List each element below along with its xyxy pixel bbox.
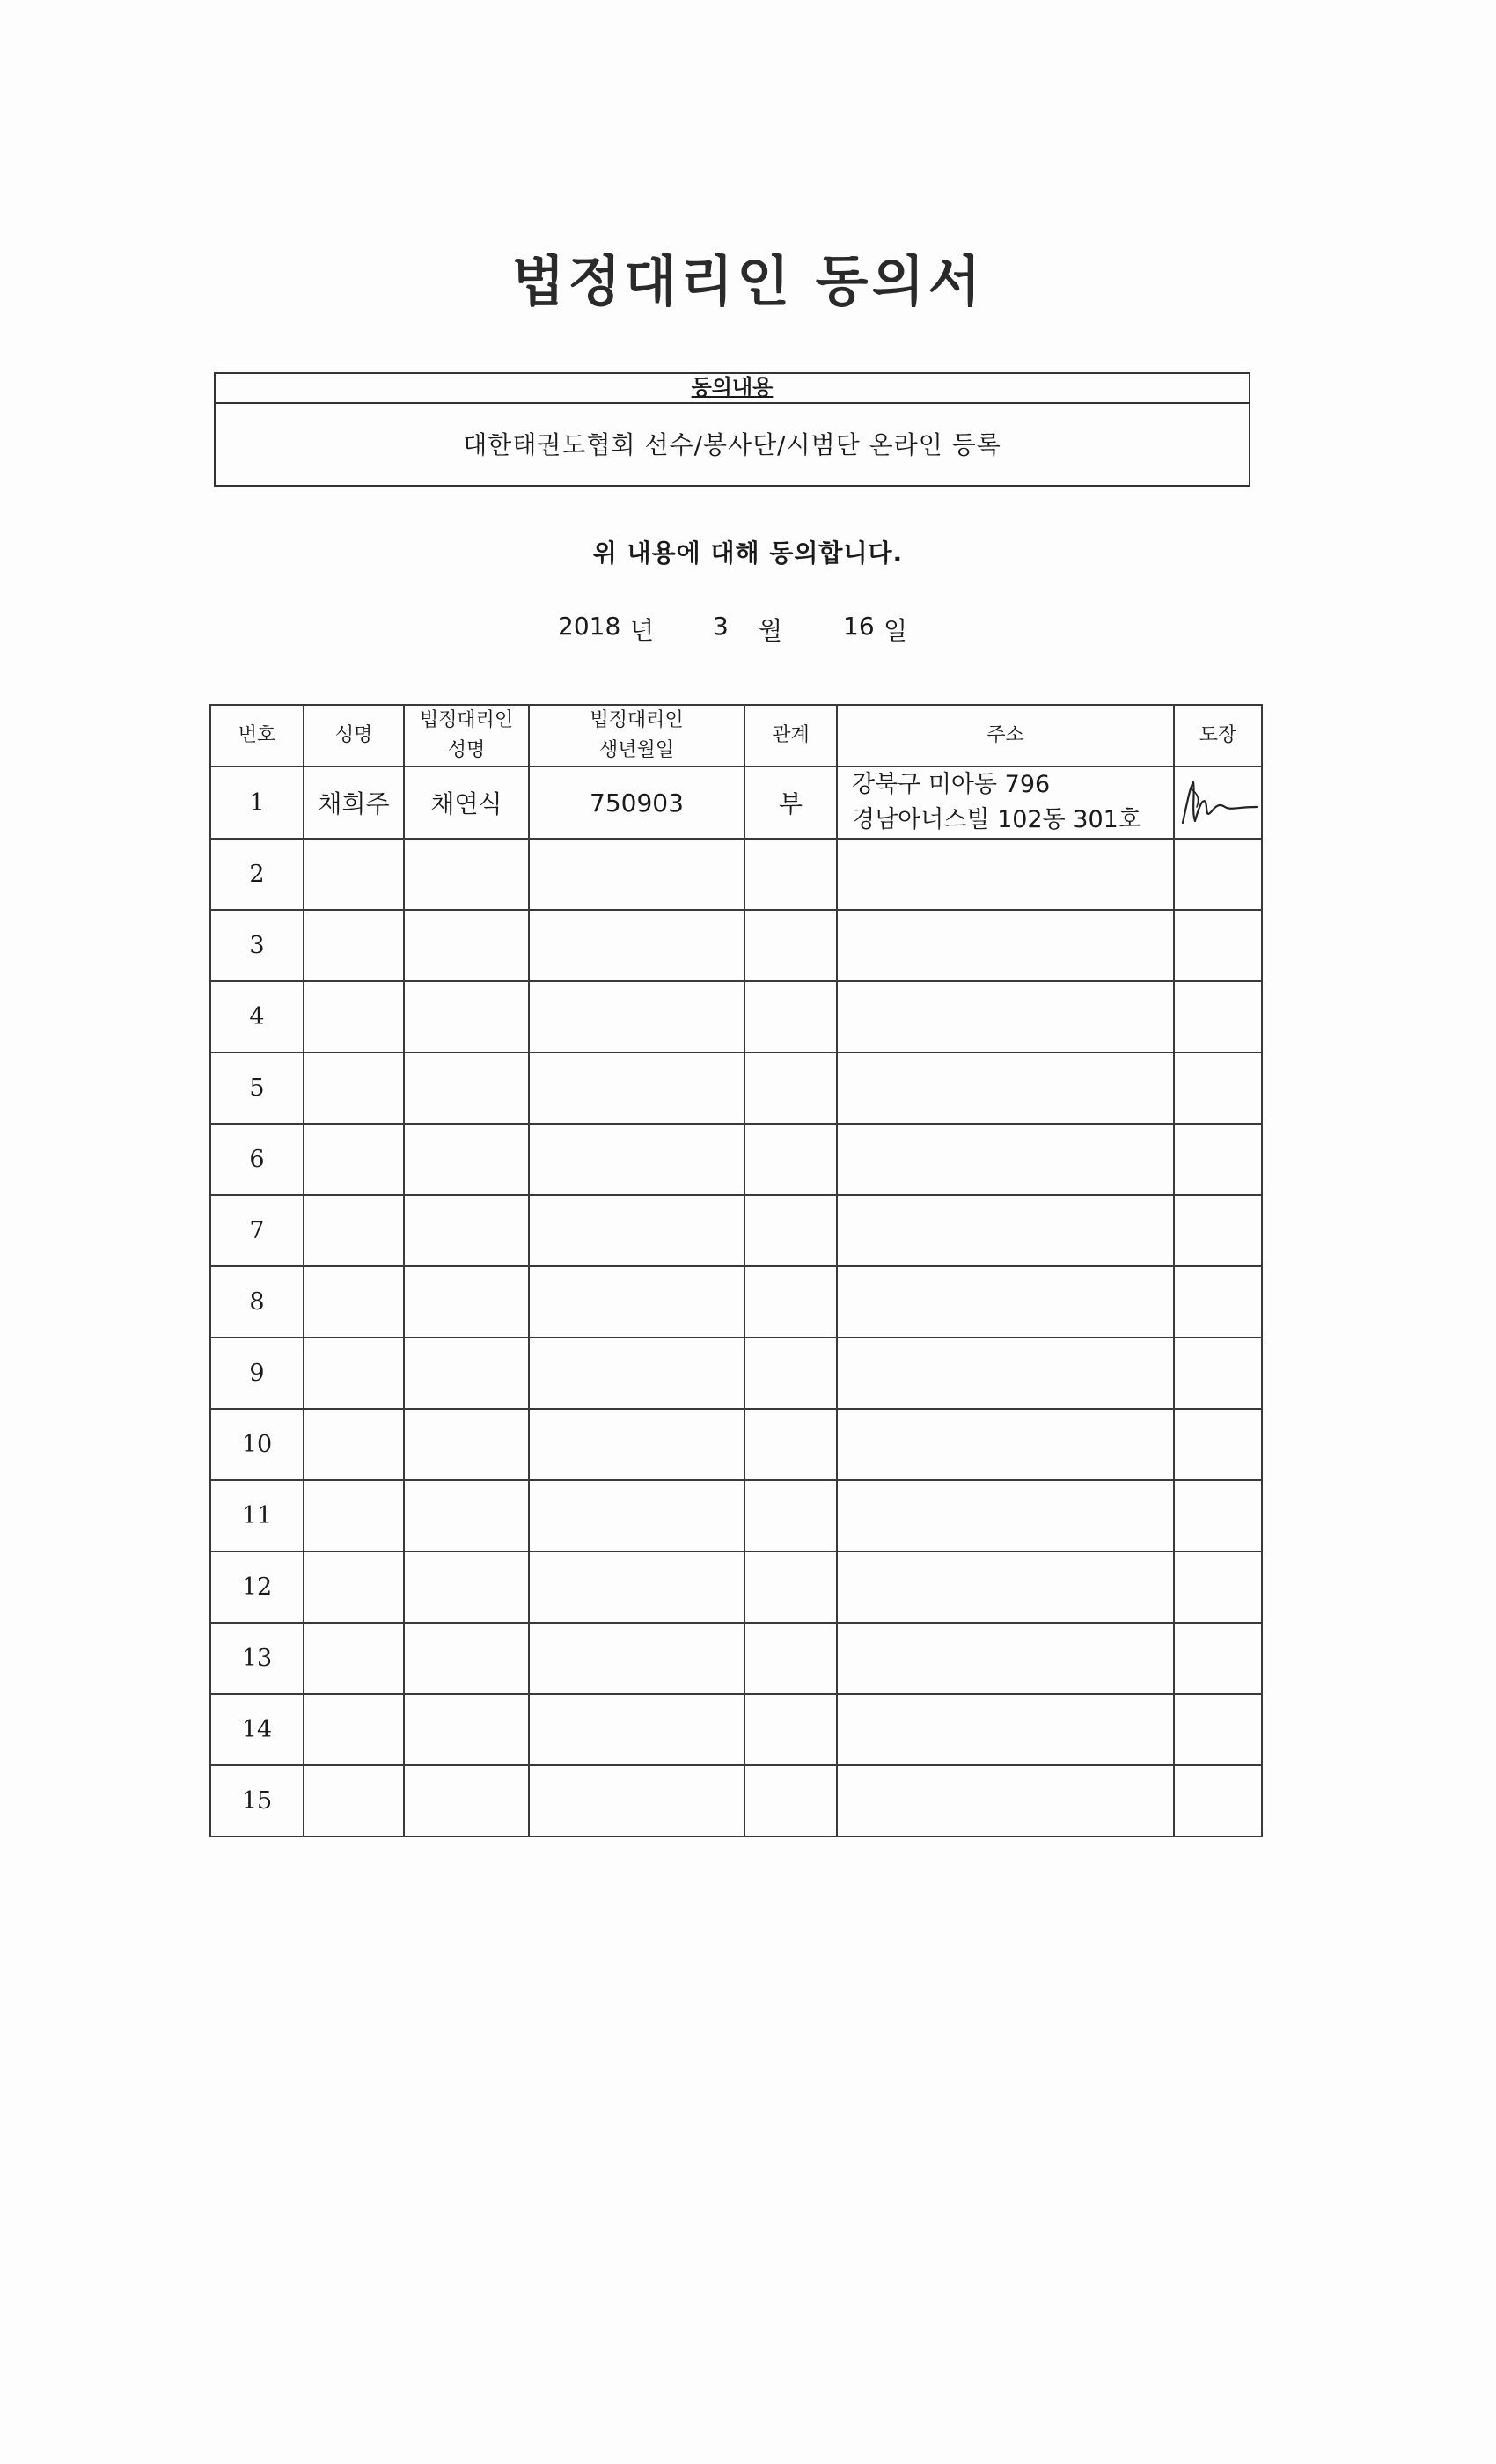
date-year: 2018 (558, 612, 621, 641)
row-guardian-birth[interactable] (529, 1124, 744, 1195)
date-month: 3 (713, 612, 729, 641)
row-name[interactable] (304, 1409, 404, 1480)
row-stamp[interactable] (1174, 1480, 1262, 1551)
row-address (837, 766, 1174, 839)
row-number: 13 (210, 1623, 304, 1694)
header-guardian-name (404, 705, 529, 766)
row-guardian-birth[interactable] (529, 910, 744, 981)
row-name[interactable] (304, 981, 404, 1052)
row-relation[interactable] (744, 981, 837, 1052)
row-number: 4 (210, 981, 304, 1052)
row-name[interactable] (304, 910, 404, 981)
row-number: 12 (210, 1551, 304, 1623)
row-address[interactable] (837, 981, 1174, 1052)
agreement-statement: 위 내용에 대해 동의합니다. (592, 539, 904, 568)
header-guardian-birth-line2: 생년월일 (598, 739, 674, 761)
row-number: 8 (210, 1266, 304, 1338)
table-row (210, 1623, 1262, 1694)
row-guardian-name[interactable] (404, 1052, 529, 1124)
row-stamp[interactable] (1174, 1409, 1262, 1480)
table-row (210, 1338, 1262, 1409)
row-stamp[interactable] (1174, 1765, 1262, 1837)
row-stamp[interactable] (1174, 1694, 1262, 1765)
row-relation[interactable] (744, 1409, 837, 1480)
header-guardian-name-line1: 법정대리인 (419, 709, 514, 731)
table-row (210, 1765, 1262, 1837)
row-stamp (1174, 766, 1262, 839)
row-stamp[interactable] (1174, 1052, 1262, 1124)
row-relation[interactable] (744, 1338, 837, 1409)
header-address: 주소 (837, 705, 1174, 766)
row-name[interactable] (304, 839, 404, 910)
table-row (210, 766, 1262, 839)
row-guardian-name[interactable] (404, 1338, 529, 1409)
row-relation[interactable] (744, 1124, 837, 1195)
row-relation[interactable] (744, 1052, 837, 1124)
row-address[interactable] (837, 1694, 1174, 1765)
row-stamp[interactable] (1174, 839, 1262, 910)
row-guardian-birth[interactable] (529, 1480, 744, 1551)
row-guardian-birth[interactable] (529, 981, 744, 1052)
row-stamp[interactable] (1174, 1266, 1262, 1338)
row-number: 11 (210, 1480, 304, 1551)
row-address[interactable] (837, 1480, 1174, 1551)
date-month-unit: 월 (759, 616, 783, 645)
row-guardian-name[interactable] (404, 1623, 529, 1694)
table-row (210, 1052, 1262, 1124)
table-row (210, 981, 1262, 1052)
table-row (210, 910, 1262, 981)
row-name[interactable] (304, 1338, 404, 1409)
header-relation: 관계 (744, 705, 837, 766)
row-address[interactable] (837, 1052, 1174, 1124)
header-guardian-name-line2: 성명 (447, 739, 486, 761)
row-guardian-birth[interactable] (529, 1694, 744, 1765)
row-guardian-name[interactable] (404, 1124, 529, 1195)
row-stamp[interactable] (1174, 1124, 1262, 1195)
row-number: 3 (210, 910, 304, 981)
table-row (210, 1480, 1262, 1551)
header-guardian-birth-line1: 법정대리인 (590, 709, 684, 731)
row-address[interactable] (837, 910, 1174, 981)
row-guardian-name: 채연식 (404, 766, 529, 839)
row-relation[interactable] (744, 1551, 837, 1623)
table-row (210, 839, 1262, 910)
table-row (210, 1266, 1262, 1338)
consent-content-header-label: 동의내용 (691, 375, 774, 400)
row-relation[interactable] (744, 1266, 837, 1338)
row-stamp[interactable] (1174, 981, 1262, 1052)
row-name[interactable] (304, 1480, 404, 1551)
row-guardian-name[interactable] (404, 1409, 529, 1480)
row-name[interactable] (304, 1765, 404, 1837)
row-name[interactable] (304, 1266, 404, 1338)
row-guardian-birth[interactable] (529, 1338, 744, 1409)
row-address[interactable] (837, 1623, 1174, 1694)
row-relation: 부 (744, 766, 837, 839)
signing-date (0, 612, 1496, 647)
row-address-line2: 경남아너스빌 102동 301호 (852, 806, 1141, 833)
row-name[interactable] (304, 1551, 404, 1623)
row-address[interactable] (837, 1338, 1174, 1409)
document-title: 법정대리인 동의서 (511, 249, 985, 313)
row-number: 6 (210, 1124, 304, 1195)
row-guardian-birth[interactable] (529, 1266, 744, 1338)
row-stamp[interactable] (1174, 1623, 1262, 1694)
row-stamp[interactable] (1174, 1338, 1262, 1409)
row-number: 2 (210, 839, 304, 910)
row-relation[interactable] (744, 1480, 837, 1551)
consent-content-header (216, 374, 1249, 404)
row-guardian-birth: 750903 (529, 766, 744, 839)
row-guardian-birth[interactable] (529, 1409, 744, 1480)
row-relation[interactable] (744, 910, 837, 981)
date-day: 16 (843, 612, 875, 641)
consent-content-body: 대한태권도협회 선수/봉사단/시범단 온라인 등록 (463, 430, 1001, 459)
table-row (210, 1409, 1262, 1480)
row-guardian-name[interactable] (404, 839, 529, 910)
row-name[interactable] (304, 1623, 404, 1694)
row-stamp[interactable] (1174, 1551, 1262, 1623)
date-year-unit: 년 (630, 616, 655, 645)
row-guardian-birth[interactable] (529, 1551, 744, 1623)
row-guardian-name[interactable] (404, 1195, 529, 1266)
row-number: 7 (210, 1195, 304, 1266)
row-number: 15 (210, 1765, 304, 1837)
date-day-unit: 일 (884, 616, 908, 645)
row-guardian-name[interactable] (404, 1694, 529, 1765)
row-name[interactable] (304, 1195, 404, 1266)
row-address[interactable] (837, 1409, 1174, 1480)
signature-icon (1176, 772, 1260, 833)
row-address[interactable] (837, 1124, 1174, 1195)
row-address[interactable] (837, 839, 1174, 910)
row-guardian-name[interactable] (404, 1765, 529, 1837)
row-address[interactable] (837, 1551, 1174, 1623)
row-name[interactable] (304, 1052, 404, 1124)
row-address[interactable] (837, 1195, 1174, 1266)
row-name[interactable] (304, 1124, 404, 1195)
row-relation[interactable] (744, 1195, 837, 1266)
header-number: 번호 (210, 705, 304, 766)
row-number: 10 (210, 1409, 304, 1480)
row-guardian-name[interactable] (404, 1480, 529, 1551)
row-address[interactable] (837, 1765, 1174, 1837)
consent-content-box (214, 372, 1250, 487)
row-number: 1 (210, 766, 304, 839)
row-number: 14 (210, 1694, 304, 1765)
row-guardian-name[interactable] (404, 910, 529, 981)
row-number: 9 (210, 1338, 304, 1409)
row-guardian-birth[interactable] (529, 1052, 744, 1124)
header-stamp: 도장 (1174, 705, 1262, 766)
table-row (210, 1195, 1262, 1266)
row-address[interactable] (837, 1266, 1174, 1338)
row-number: 5 (210, 1052, 304, 1124)
row-guardian-birth[interactable] (529, 1623, 744, 1694)
row-relation[interactable] (744, 1765, 837, 1837)
row-guardian-birth[interactable] (529, 1195, 744, 1266)
header-name: 성명 (304, 705, 404, 766)
table-row (210, 1551, 1262, 1623)
row-relation[interactable] (744, 1694, 837, 1765)
row-guardian-birth[interactable] (529, 839, 744, 910)
table-row (210, 1694, 1262, 1765)
guardian-table (209, 704, 1263, 1837)
row-stamp[interactable] (1174, 1195, 1262, 1266)
row-relation[interactable] (744, 839, 837, 910)
row-name[interactable] (304, 1694, 404, 1765)
row-guardian-birth[interactable] (529, 1765, 744, 1837)
table-row (210, 1124, 1262, 1195)
row-relation[interactable] (744, 1623, 837, 1694)
row-stamp[interactable] (1174, 910, 1262, 981)
row-guardian-name[interactable] (404, 1551, 529, 1623)
header-guardian-birth (529, 705, 744, 766)
row-address-line1: 강북구 미아동 796 (852, 771, 1051, 798)
guardian-table-wrapper (209, 704, 1261, 1837)
row-guardian-name[interactable] (404, 1266, 529, 1338)
row-name: 채희주 (304, 766, 404, 839)
table-header-row (210, 705, 1262, 766)
row-guardian-name[interactable] (404, 981, 529, 1052)
